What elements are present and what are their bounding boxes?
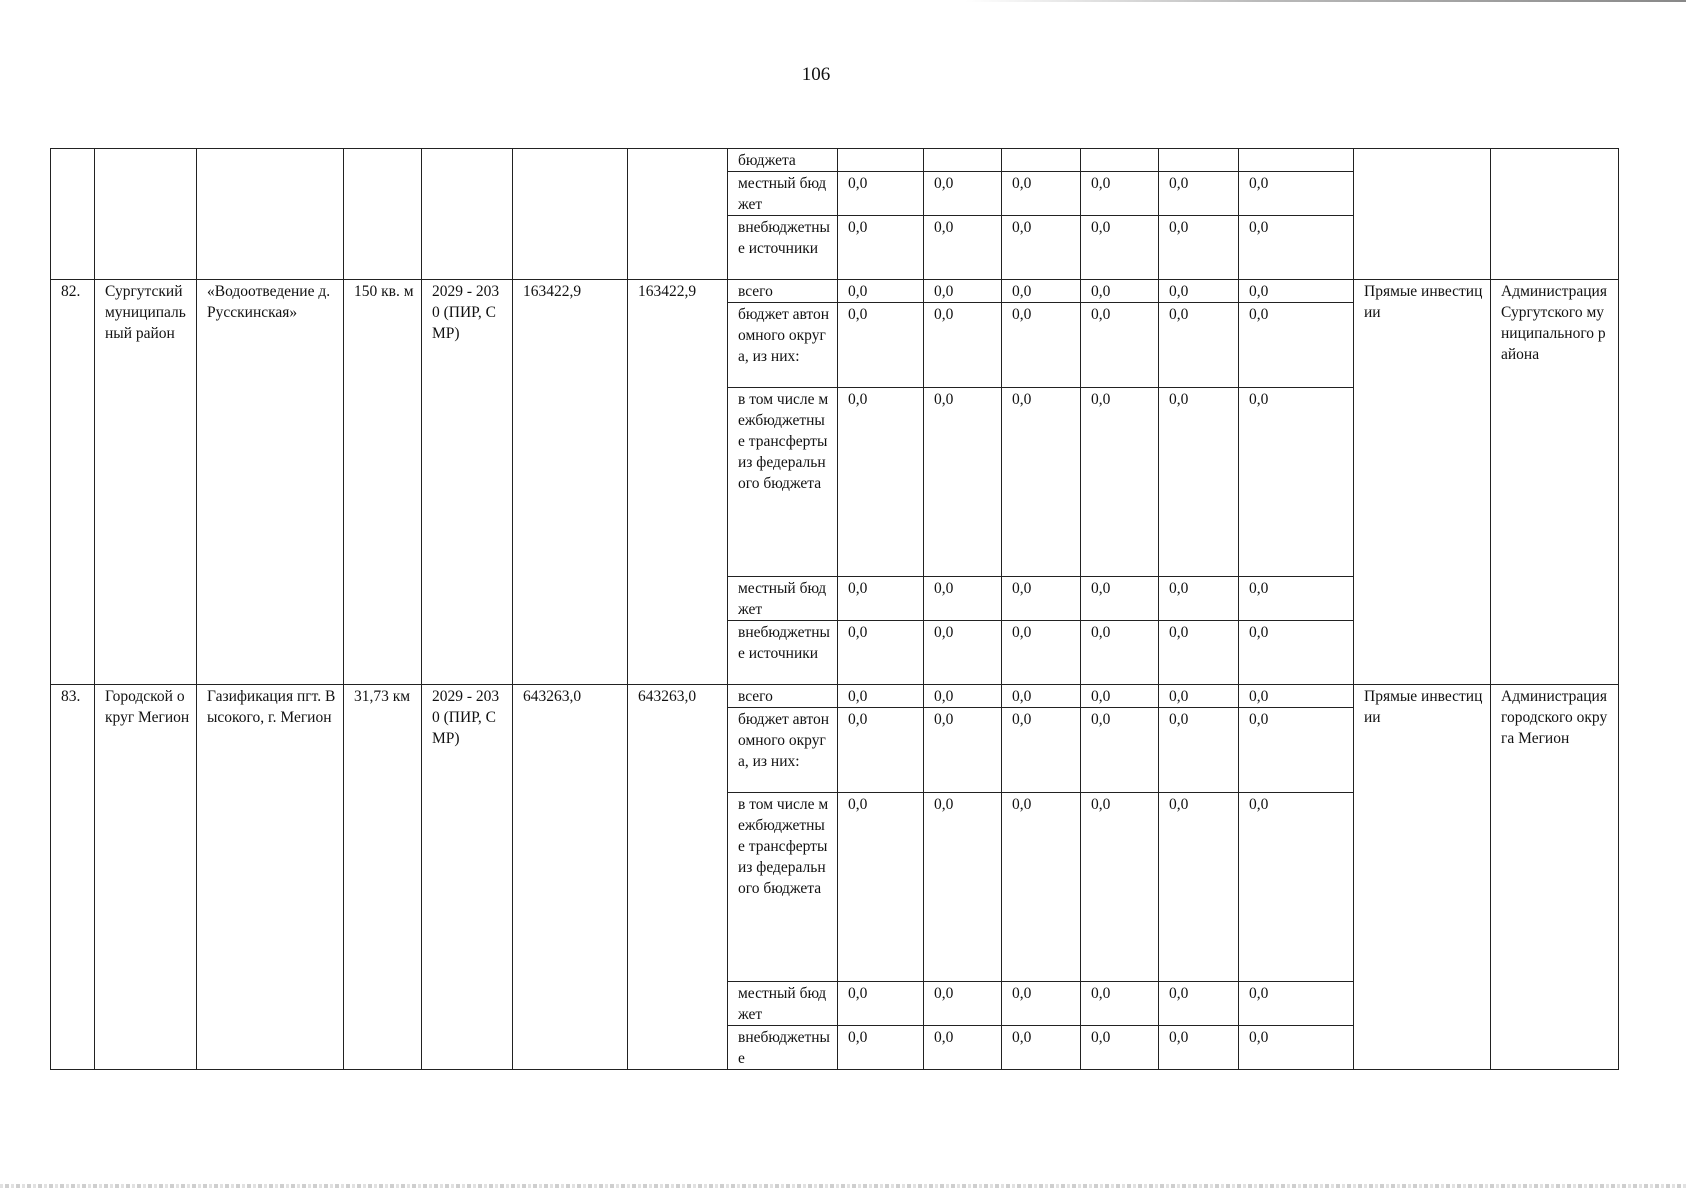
responsible-org: Администрация Сургутского муниципального района xyxy=(1491,280,1619,685)
value-cell: 0,0 xyxy=(1002,793,1081,982)
value-cell: 0,0 xyxy=(1002,388,1081,577)
value-cell: 0,0 xyxy=(838,685,924,708)
value-cell: 0,0 xyxy=(1159,172,1239,216)
cost-total: 163422,9 xyxy=(513,280,628,685)
value-cell: 0,0 xyxy=(1239,303,1354,388)
period: 2029 - 2030 (ПИР, СМР) xyxy=(422,280,513,685)
scan-edge-bottom xyxy=(0,1184,1686,1188)
value-cell: 0,0 xyxy=(1239,280,1354,303)
value-cell: 0,0 xyxy=(924,685,1002,708)
value-cell: 0,0 xyxy=(1081,982,1159,1026)
value-cell: 0,0 xyxy=(1159,577,1239,621)
value-cell: 0,0 xyxy=(1002,708,1081,793)
table-row xyxy=(51,685,1619,708)
value-cell: 0,0 xyxy=(1081,708,1159,793)
value-cell: 0,0 xyxy=(838,793,924,982)
value-cell: 0,0 xyxy=(1002,172,1081,216)
value-cell: 0,0 xyxy=(924,577,1002,621)
value-cell: 0,0 xyxy=(1081,621,1159,685)
value-cell: 0,0 xyxy=(924,621,1002,685)
value-cell: 0,0 xyxy=(1002,280,1081,303)
budget-table xyxy=(50,148,1619,1070)
table-row xyxy=(51,280,1619,303)
value-cell: 0,0 xyxy=(1081,577,1159,621)
value-cell: 0,0 xyxy=(1239,708,1354,793)
value-cell: 0,0 xyxy=(1239,685,1354,708)
value-cell: 0,0 xyxy=(1159,388,1239,577)
source-label: местный бюджет xyxy=(728,172,838,216)
value-cell: 0,0 xyxy=(1081,216,1159,280)
value-cell: 0,0 xyxy=(1002,216,1081,280)
value-cell: 0,0 xyxy=(1159,621,1239,685)
source-label: всего xyxy=(728,685,838,708)
value-cell: 0,0 xyxy=(1239,216,1354,280)
municipality: Городской округ Мегион xyxy=(95,685,197,1070)
value-cell: 0,0 xyxy=(924,216,1002,280)
value-cell: 0,0 xyxy=(1159,708,1239,793)
value-cell: 0,0 xyxy=(838,577,924,621)
value-cell: 0,0 xyxy=(1002,303,1081,388)
source-label: бюджет автономного округа, из них: xyxy=(728,708,838,793)
scan-edge-top xyxy=(965,0,1686,2)
value-cell: 0,0 xyxy=(924,708,1002,793)
value-cell: 0,0 xyxy=(838,388,924,577)
source-label: в том числе межбюджетные трансферты из федерального бюджета xyxy=(728,388,838,577)
source-label: внебюджетные источники xyxy=(728,216,838,280)
value-cell: 0,0 xyxy=(838,1026,924,1070)
source-label: местный бюджет xyxy=(728,982,838,1026)
source-label: местный бюджет xyxy=(728,577,838,621)
value-cell: 0,0 xyxy=(838,621,924,685)
value-cell: 0,0 xyxy=(1159,685,1239,708)
value-cell: 0,0 xyxy=(1081,685,1159,708)
value-cell: 0,0 xyxy=(1239,388,1354,577)
capacity: 31,73 км xyxy=(344,685,422,1070)
value-cell: 0,0 xyxy=(924,793,1002,982)
row-number: 82. xyxy=(51,280,95,685)
value-cell: 0,0 xyxy=(1081,388,1159,577)
value-cell: 0,0 xyxy=(838,708,924,793)
value-cell: 0,0 xyxy=(1159,303,1239,388)
value-cell: 0,0 xyxy=(1239,172,1354,216)
capacity: 150 кв. м xyxy=(344,280,422,685)
cost-total: 643263,0 xyxy=(513,685,628,1070)
value-cell: 0,0 xyxy=(1002,685,1081,708)
value-cell: 0,0 xyxy=(1081,280,1159,303)
value-cell: 0,0 xyxy=(1239,793,1354,982)
value-cell: 0,0 xyxy=(1239,982,1354,1026)
value-cell: 0,0 xyxy=(838,303,924,388)
source-label: бюджета xyxy=(728,149,838,172)
value-cell: 0,0 xyxy=(838,280,924,303)
value-cell: 0,0 xyxy=(1002,1026,1081,1070)
value-cell: 0,0 xyxy=(924,1026,1002,1070)
source-label: всего xyxy=(728,280,838,303)
value-cell: 0,0 xyxy=(1002,621,1081,685)
value-cell: 0,0 xyxy=(1159,216,1239,280)
page-number: 106 xyxy=(801,64,831,85)
responsible-org: Администрация городского округа Мегион xyxy=(1491,685,1619,1070)
source-label: внебюджетные источники xyxy=(728,621,838,685)
value-cell: 0,0 xyxy=(1081,793,1159,982)
investment-type: Прямые инвестиции xyxy=(1354,280,1491,685)
cost-remaining: 163422,9 xyxy=(628,280,728,685)
value-cell: 0,0 xyxy=(1081,1026,1159,1070)
value-cell: 0,0 xyxy=(924,982,1002,1026)
object-name: «Водоотведение д. Русскинская» xyxy=(197,280,344,685)
value-cell: 0,0 xyxy=(838,172,924,216)
value-cell: 0,0 xyxy=(924,388,1002,577)
source-label: внебюджетные xyxy=(728,1026,838,1070)
value-cell: 0,0 xyxy=(1002,982,1081,1026)
investment-type: Прямые инвестиции xyxy=(1354,685,1491,1070)
object-name: Газификация пгт. Высокого, г. Мегион xyxy=(197,685,344,1070)
value-cell: 0,0 xyxy=(924,280,1002,303)
municipality: Сургутский муниципальный район xyxy=(95,280,197,685)
cost-remaining: 643263,0 xyxy=(628,685,728,1070)
value-cell: 0,0 xyxy=(838,982,924,1026)
table-row xyxy=(51,149,1619,172)
value-cell: 0,0 xyxy=(1239,577,1354,621)
value-cell: 0,0 xyxy=(838,216,924,280)
value-cell: 0,0 xyxy=(1081,303,1159,388)
value-cell: 0,0 xyxy=(1159,793,1239,982)
period: 2029 - 2030 (ПИР, СМР) xyxy=(422,685,513,1070)
source-label: бюджет автономного округа, из них: xyxy=(728,303,838,388)
source-label: в том числе межбюджетные трансферты из федерального бюджета xyxy=(728,793,838,982)
value-cell: 0,0 xyxy=(1081,172,1159,216)
value-cell: 0,0 xyxy=(1002,577,1081,621)
value-cell: 0,0 xyxy=(1239,1026,1354,1070)
value-cell: 0,0 xyxy=(924,303,1002,388)
value-cell: 0,0 xyxy=(924,172,1002,216)
value-cell: 0,0 xyxy=(1239,621,1354,685)
value-cell: 0,0 xyxy=(1159,982,1239,1026)
row-number: 83. xyxy=(51,685,95,1070)
value-cell: 0,0 xyxy=(1159,1026,1239,1070)
value-cell: 0,0 xyxy=(1159,280,1239,303)
